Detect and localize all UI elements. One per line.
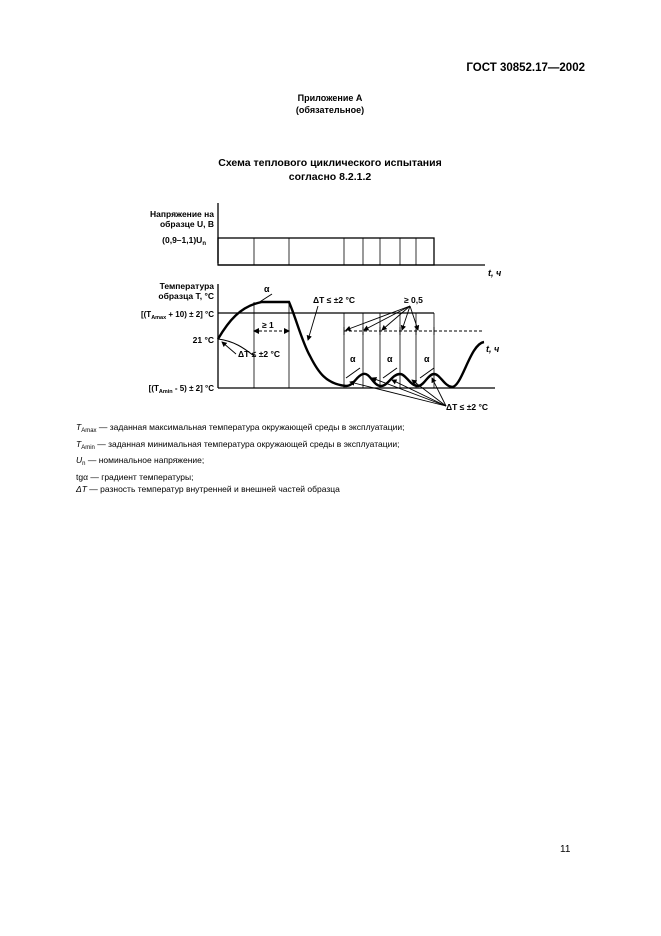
annex-title: Приложение А <box>297 93 363 103</box>
time-axis-label-top: t, ч <box>488 268 502 278</box>
voltage-label-line2: образце U, В <box>159 219 214 229</box>
voltage-label-line1: Напряжение на <box>150 209 214 219</box>
time-axis-label-bottom: t, ч <box>486 344 500 354</box>
legend-item-tg-alpha: tgα — градиент температуры; <box>76 471 194 482</box>
duration-ge05-label: ≥ 0,5 <box>404 295 423 305</box>
delta-t-label-2: ΔT ≤ ±2 °C <box>238 349 280 359</box>
temperature-max-label: $[(T_{Amax} + 10) \pm 2]$ °C <box>140 310 214 321</box>
voltage-level-label: $(0,9-1,1)U_n$ <box>162 235 206 247</box>
delta-t-arrow-2 <box>222 342 236 354</box>
alpha-label-1: α <box>264 284 270 294</box>
page-number: 11 <box>560 844 571 855</box>
figure-title-line2: согласно 8.2.1.2 <box>288 171 372 183</box>
temperature-min-label: $[(T_{Amin} - 5) \pm 2]$ °C <box>148 384 214 395</box>
voltage-gridlines <box>254 238 416 265</box>
legend-item-un: $U_n$ — номинальное напряжение; <box>76 455 205 468</box>
delta-t-label-1: ΔT ≤ ±2 °C <box>313 295 355 305</box>
alpha-label-3: α <box>387 354 393 364</box>
delta-t-arrow-1 <box>308 306 318 340</box>
standard-header: ГОСТ 30852.17—2002 <box>466 62 585 74</box>
legend-item-tamin: $T_{Amin}$ — заданная минимальная температура окружающей среды в эксплуатации; <box>76 438 400 451</box>
legend-item-delta-t: ΔT — разность температур внутренней и внешней частей образца <box>76 484 340 495</box>
voltage-level-box <box>218 238 434 265</box>
figure-title-line1: Схема теплового циклического испытания <box>218 157 442 169</box>
alpha-label-2: α <box>350 354 356 364</box>
delta-t-label-3: ΔT ≤ ±2 °C <box>446 402 488 412</box>
temperature-21-label: 21 °C <box>192 335 214 345</box>
annex-status: (обязательное) <box>295 105 365 115</box>
duration-ge1-label: ≥ 1 <box>262 320 274 330</box>
temperature-label-line2: образца T, °C <box>158 291 214 301</box>
legend-item-tamax: $T_{Amax}$ — заданная максимальная температура окружающей среды в эксплуатации; <box>76 422 405 434</box>
alpha-label-4: α <box>424 354 430 364</box>
ge05-arrows <box>346 306 418 330</box>
temperature-label-line1: Температура <box>159 281 214 291</box>
legend <box>76 421 506 496</box>
delta-t-arrows-3 <box>350 378 446 406</box>
